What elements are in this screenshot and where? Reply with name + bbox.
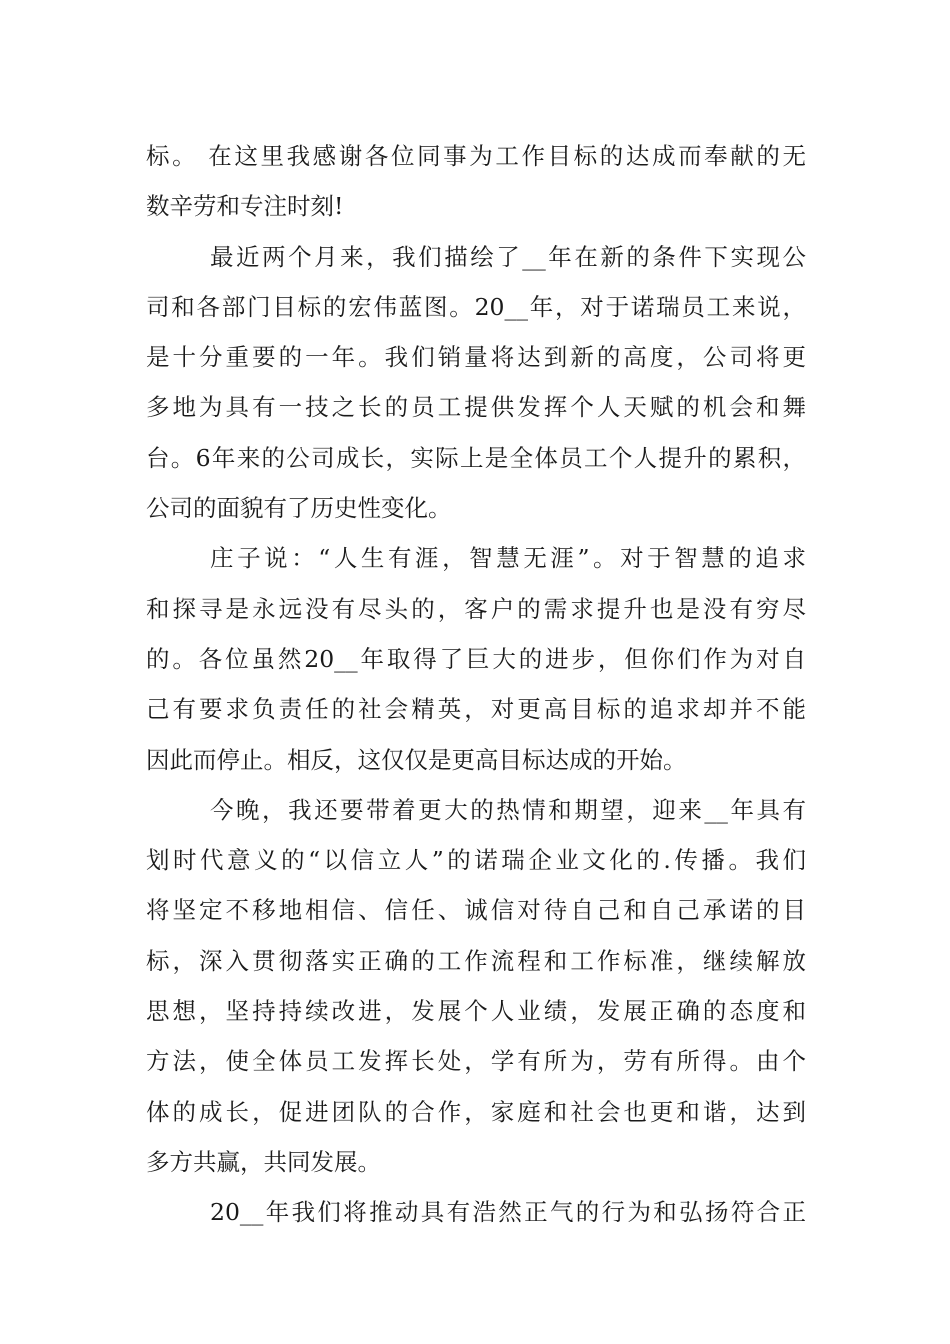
text-line: 划时代意义的“以信立人”的诺瑞企业文化的.传播。我们 — [146, 846, 806, 875]
text-line: 司和各部门目标的宏伟蓝图。20__年，对于诺瑞员工来说， — [146, 292, 806, 321]
text-line: 的。各位虽然20__年取得了巨大的进步，但你们作为对自 — [146, 644, 806, 673]
text-line: 数辛劳和专注时刻! — [146, 192, 344, 221]
text-line: 思想，坚持持续改进，发展个人业绩，发展正确的态度和 — [146, 997, 806, 1026]
text-line: 因此而停止。相反，这仅仅是更高目标达成的开始。 — [146, 745, 687, 774]
text-line: 标，深入贯彻落实正确的工作流程和工作标准，继续解放 — [146, 946, 806, 975]
text-line: 多地为具有一技之长的员工提供发挥个人天赋的机会和舞 — [146, 393, 806, 422]
paragraph-first-line: 最近两个月来，我们描绘了__年在新的条件下实现公 — [210, 242, 806, 271]
text-line: 是十分重要的一年。我们销量将达到新的高度，公司将更 — [146, 343, 806, 372]
text-line: 和探寻是永远没有尽头的，客户的需求提升也是没有穷尽 — [146, 594, 806, 623]
body-text — [146, 131, 806, 1238]
paragraph-first-line: 20__年我们将推动具有浩然正气的行为和弘扬符合正 — [210, 1198, 806, 1227]
text-line: 体的成长，促进团队的合作，家庭和社会也更和谐，达到 — [146, 1097, 806, 1126]
text-line: 方法，使全体员工发挥长处，学有所为，劳有所得。由个 — [146, 1047, 806, 1076]
text-line: 将坚定不移地相信、信任、诚信对待自己和自己承诺的目 — [146, 896, 806, 925]
text-line: 公司的面貌有了历史性变化。 — [146, 494, 452, 523]
text-line: 己有要求负责任的社会精英，对更高目标的追求却并不能 — [146, 695, 806, 724]
text-line: 多方共赢，共同发展。 — [146, 1147, 381, 1176]
paragraph-first-line: 庄子说：“人生有涯，智慧无涯”。对于智慧的追求 — [210, 544, 806, 573]
text-line: 标。 在这里我感谢各位同事为工作目标的达成而奉献的无 — [146, 142, 806, 170]
paragraph-first-line: 今晚，我还要带着更大的热情和期望，迎来__年具有 — [210, 795, 806, 824]
text-line: 台。6年来的公司成长，实际上是全体员工个人提升的累积， — [146, 443, 806, 472]
